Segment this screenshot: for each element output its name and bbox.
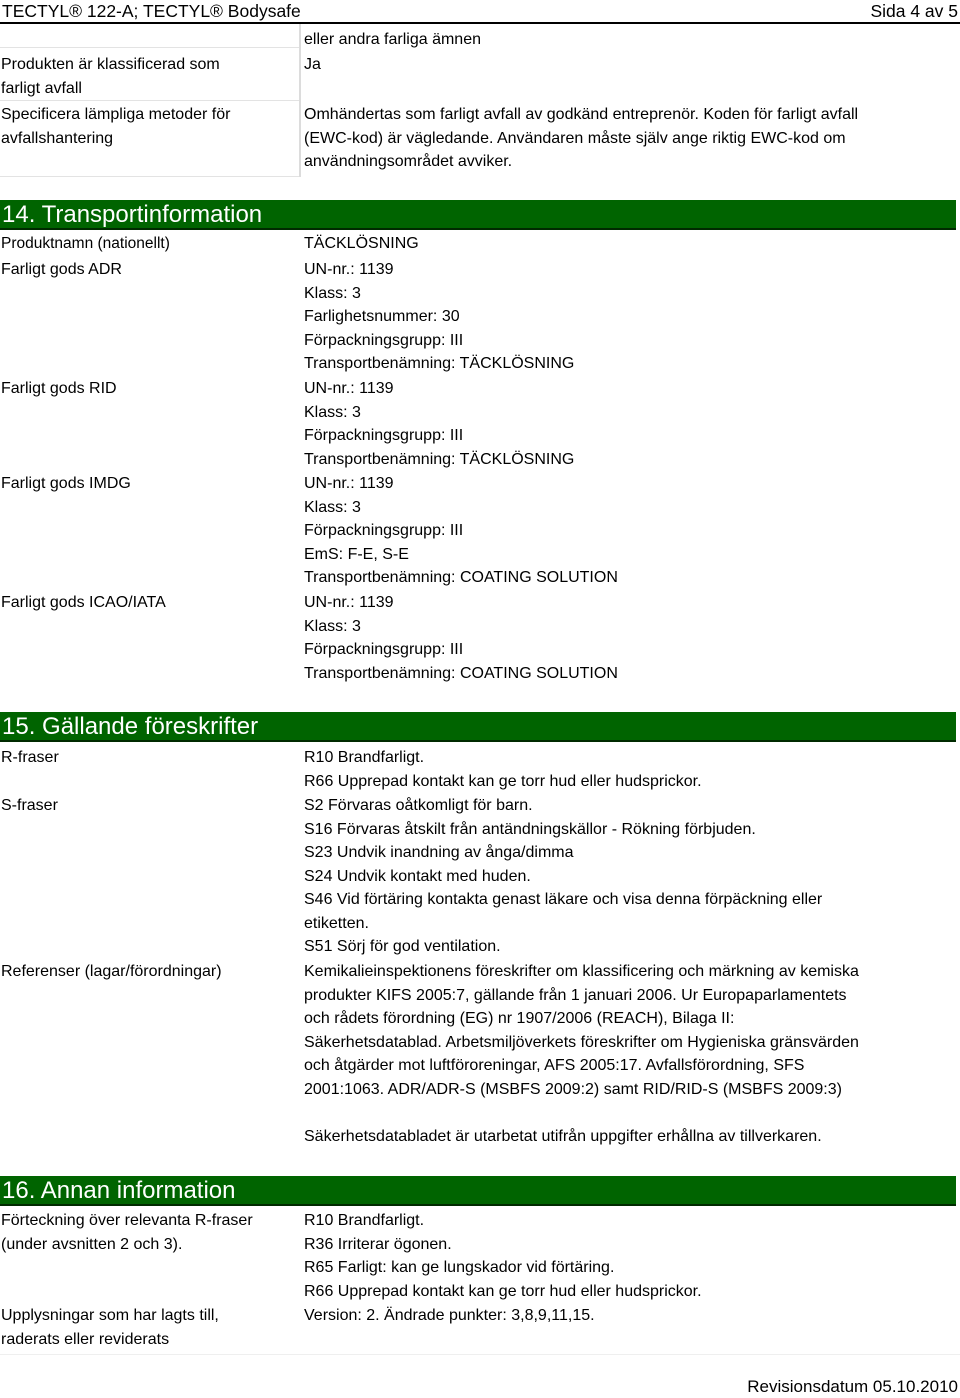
page-header bbox=[0, 0, 960, 24]
section-end-rule bbox=[0, 1354, 960, 1355]
section-16-header bbox=[0, 1176, 956, 1206]
imdg-label: Farligt gods IMDG bbox=[1, 475, 131, 492]
r-list-value: R10 Brandfarligt. R36 Irriterar ögonen. R65 Farligt: kan ge lungskador vid förtäring. R66 Upprepad kontakt kan ge torr hud eller hudsprickor. bbox=[304, 1212, 702, 1300]
section-16-title: 16. Annan information bbox=[2, 1177, 236, 1204]
classified-value: Ja bbox=[304, 56, 321, 73]
changes-label: Upplysningar som har lagts till, raderats eller reviderats bbox=[1, 1307, 219, 1348]
changes-value: Version: 2. Ändrade punkter: 3,8,9,11,15. bbox=[304, 1307, 595, 1324]
adr-label: Farligt gods ADR bbox=[1, 261, 122, 278]
r-phrases-value: R10 Brandfarligt. R66 Upprepad kontakt kan ge torr hud eller hudsprickor. bbox=[304, 749, 702, 790]
disposal-methods-label: Specificera lämpliga metoder för avfallshantering bbox=[1, 106, 231, 147]
product-name-value: TÄCKLÖSNING bbox=[304, 235, 419, 252]
page-number: Sida 4 av 5 bbox=[870, 1, 958, 21]
r-list-label: Förteckning över relevanta R-fraser (under avsnitten 2 och 3). bbox=[1, 1212, 253, 1253]
s-phrases-label: S-fraser bbox=[1, 797, 58, 814]
document-title: TECTYL® 122-A; TECTYL® Bodysafe bbox=[2, 1, 301, 21]
imdg-value: UN-nr.: 1139 Klass: 3 Förpackningsgrupp: III EmS: F-E, S-E Transportbenämning: COATING SOLUTION bbox=[304, 475, 618, 586]
icao-label: Farligt gods ICAO/IATA bbox=[1, 594, 166, 611]
product-name-label: Produktnamn (nationellt) bbox=[1, 235, 170, 252]
icao-value: UN-nr.: 1139 Klass: 3 Förpackningsgrupp: III Transportbenämning: COATING SOLUTION bbox=[304, 594, 618, 682]
references-label: Referenser (lagar/förordningar) bbox=[1, 963, 222, 980]
references-note: Säkerhetsdatabladet är utarbetat utifrån uppgifter erhållna av tillverkaren. bbox=[304, 1128, 822, 1145]
classified-label: Produkten är klassificerad som farligt avfall bbox=[1, 56, 220, 97]
disposal-methods-value: Omhändertas som farligt avfall av godkänd entreprenör. Koden för farligt avfall (EWC-kod) är vägledande. Användaren måste själv ange riktig EWC-kod om användningsområdet avviker. bbox=[304, 106, 859, 170]
rid-value: UN-nr.: 1139 Klass: 3 Förpackningsgrupp: III Transportbenämning: TÄCKLÖSNING bbox=[304, 380, 575, 468]
section-14-header bbox=[0, 200, 956, 230]
references-value: Kemikalieinspektionens föreskrifter om klassificering och märkning av kemiska produkter KIFS 2005:7, gällande från 1 januari 2006. Ur Europaparlamentets och rådets förordning (EG) nr 1907/2006 (REACH), Bilaga II: Säkerhetsdatablad. Arbetsmiljöverkets föreskrifter om Hygieniska gränsvärden och åtgärder mot luftföroreningar, AFS 2005:17. Avfallsförordning, SFS 2001:1063. ADR/ADR-S (MSBFS 2009:2) samt RID/RID-S (MSBFS 2009:3) bbox=[304, 963, 859, 1098]
row-rule bbox=[0, 47, 299, 48]
row-rule bbox=[0, 100, 299, 101]
r-phrases-label: R-fraser bbox=[1, 749, 59, 766]
section-15-title: 15. Gällande föreskrifter bbox=[2, 713, 259, 740]
row-rule bbox=[0, 176, 299, 177]
column-divider bbox=[299, 24, 301, 177]
disposal-continuation: eller andra farliga ämnen bbox=[304, 31, 481, 48]
adr-value: UN-nr.: 1139 Klass: 3 Farlighetsnummer: 30 Förpackningsgrupp: III Transportbenämning: TÄCKLÖSNING bbox=[304, 261, 575, 372]
disposal-block bbox=[0, 24, 960, 177]
section-14-title: 14. Transportinformation bbox=[2, 201, 263, 228]
rid-label: Farligt gods RID bbox=[1, 380, 117, 397]
s-phrases-value: S2 Förvaras oåtkomligt för barn. S16 Förvaras åtskilt från antändningskällor - Rökning förbjuden. S23 Undvik inandning av ånga/dimma S24 Undvik kontakt med huden. S46 Vid förtäring kontakta genast läkare och visa denna förpäckning eller etiketten. S51 Sörj för god ventilation. bbox=[304, 797, 823, 955]
revision-date: Revisionsdatum 05.10.2010 bbox=[747, 1377, 958, 1396]
section-15-header bbox=[0, 712, 956, 742]
